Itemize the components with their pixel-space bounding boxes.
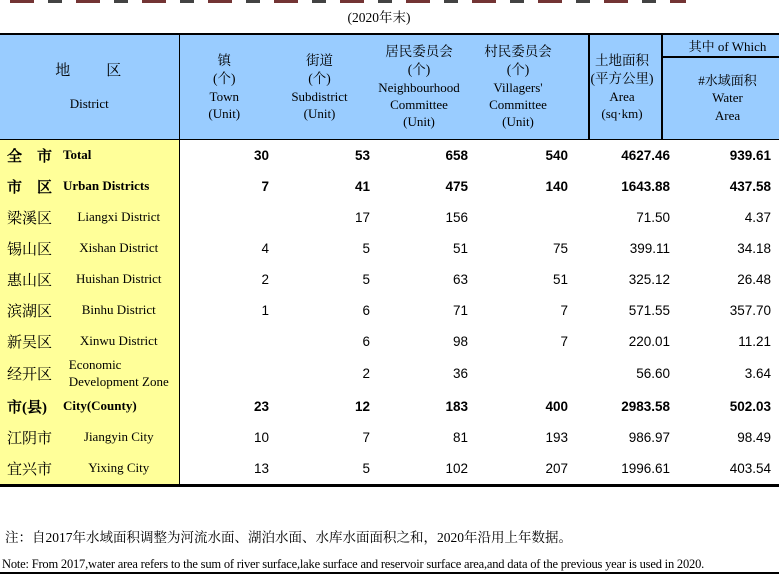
value-cell: 7 (560, 334, 568, 349)
district-name-zh: 滨湖区 (7, 304, 53, 320)
district-name-en: Huishan District (75, 271, 162, 287)
value-cell: 140 (545, 179, 568, 194)
clipped-title-fragments (10, 0, 686, 3)
value-cell: 986.97 (628, 429, 670, 445)
column-header-district (0, 34, 179, 140)
header-line: (Unit) (403, 114, 435, 130)
column-header-land-area (568, 34, 676, 140)
header-line: 镇 (217, 53, 231, 69)
value-cell (179, 357, 269, 391)
row-district-label (0, 422, 179, 453)
table-row (0, 295, 779, 326)
value-cell (468, 202, 568, 233)
value-cell: 12 (354, 398, 370, 414)
value-cell: 357.70 (729, 303, 771, 318)
note-zh: 注：自2017年水域面积调整为河流水面、湖泊水面、水库水面面积之和，2020年沿用上年数据。 (5, 530, 572, 545)
value-cell: 41 (354, 179, 370, 194)
table-row (0, 264, 779, 295)
table-row (0, 357, 779, 391)
table-body (0, 140, 779, 486)
column-header-water-area (676, 34, 779, 140)
value-cell: 939.61 (729, 148, 771, 163)
value-cell: 10 (253, 429, 269, 445)
value-cell: 53 (354, 148, 370, 163)
column-header-town (179, 34, 269, 140)
value-cell: 5 (362, 241, 370, 256)
header-line: 居民委员会 (385, 44, 453, 60)
district-name-zh: 经开区 (7, 367, 53, 384)
value-cell (179, 202, 269, 233)
value-cell: 13 (179, 453, 269, 486)
value-cell: 571.55 (628, 303, 670, 318)
value-cell: 71.50 (636, 210, 670, 225)
district-header-en: District (69, 96, 109, 112)
row-district-label (0, 357, 179, 391)
row-district-label (0, 264, 179, 295)
value-cell: 403.54 (676, 453, 779, 486)
value-cell: 30 (253, 148, 269, 163)
district-name-en: Liangxi District (77, 209, 161, 225)
header-line: Area (609, 88, 635, 104)
district-name-en: Total (63, 147, 92, 163)
value-cell: 502.03 (729, 398, 771, 414)
table-row (0, 171, 779, 202)
value-cell: 7 (261, 179, 269, 194)
row-district-label (0, 295, 179, 326)
water-area-header-zh: #水域面积 (698, 72, 757, 88)
row-district-label (0, 171, 179, 202)
header-line: (个) (506, 62, 530, 78)
value-cell: 7 (362, 429, 370, 445)
value-cell: 98 (452, 334, 468, 349)
value-cell: 51 (552, 272, 568, 287)
header-line: (Unit) (208, 105, 241, 121)
value-cell: 156 (445, 210, 468, 225)
value-cell: 437.58 (729, 179, 771, 194)
value-cell: 193 (545, 429, 568, 445)
table-row (0, 326, 779, 357)
district-name-en: Economic Development Zone (68, 357, 169, 389)
header-line: (Unit) (303, 105, 336, 121)
district-name-zh: 梁溪区 (7, 211, 53, 227)
district-name-en: Urban Districts (63, 178, 150, 194)
table-row (0, 391, 779, 422)
value-cell: 658 (445, 148, 468, 163)
bottom-rule (0, 572, 779, 574)
value-cell (179, 326, 269, 357)
header-line: 街道 (306, 53, 333, 69)
value-cell: 2 (261, 272, 269, 287)
value-cell: 11.21 (738, 334, 771, 349)
district-name-zh: 江阴市 (7, 430, 53, 447)
column-header-neighbourhood-committee (370, 34, 468, 140)
header-divider-line (588, 35, 590, 139)
header-line: (sq·km) (601, 105, 643, 121)
header-line: Villagers' Committee (489, 80, 547, 113)
value-cell (468, 357, 568, 391)
value-cell: 220.01 (628, 334, 670, 349)
header-line: (Unit) (502, 114, 534, 130)
table-row (0, 453, 779, 486)
value-cell: 34.18 (737, 241, 771, 256)
district-name-zh: 市 区 (7, 180, 53, 196)
header-line: 村民委员会 (484, 44, 552, 60)
value-cell: 207 (468, 453, 568, 486)
row-district-label (0, 233, 179, 264)
value-cell: 23 (253, 398, 269, 414)
value-cell: 4.37 (744, 210, 771, 225)
value-cell: 6 (362, 334, 370, 349)
district-name-en: Yixing City (88, 459, 150, 475)
district-name-en: City(County) (63, 397, 137, 413)
value-cell: 51 (452, 241, 468, 256)
value-cell: 2983.58 (621, 398, 670, 414)
value-cell: 102 (370, 453, 468, 486)
column-header-villagers-committee (468, 34, 568, 140)
table-subtitle: (2020年末) (347, 10, 411, 25)
value-cell: 1 (261, 303, 269, 318)
value-cell: 56.60 (636, 366, 670, 382)
header-line: (个) (213, 70, 236, 86)
value-cell: 7 (560, 303, 568, 318)
row-district-label (0, 326, 179, 357)
row-district-label (0, 202, 179, 233)
value-cell: 17 (354, 210, 370, 225)
header-divider-line (661, 35, 663, 139)
value-cell: 4 (261, 241, 269, 256)
district-name-zh: 市(县) (7, 399, 47, 416)
table-row (0, 422, 779, 453)
table-row (0, 233, 779, 264)
header-line: Subdistrict (291, 88, 348, 104)
row-district-label (0, 453, 179, 486)
district-name-zh: 宜兴市 (7, 461, 53, 478)
value-cell: 475 (445, 179, 468, 194)
header-line: 土地面积 (595, 53, 649, 69)
header-line: (个) (407, 62, 431, 78)
value-cell: 98.49 (737, 429, 771, 445)
value-cell: 81 (452, 429, 468, 445)
district-name-en: Xishan District (79, 240, 159, 256)
of-which-label: 其中 of Which (688, 39, 767, 54)
value-cell: 36 (452, 366, 468, 382)
header-line: (平方公里) (590, 70, 654, 86)
value-cell: 75 (552, 241, 568, 256)
value-cell: 26.48 (737, 272, 771, 287)
district-name-en: Jiangyin City (83, 428, 154, 444)
water-area-header-en: Water Area (712, 90, 743, 123)
header-line: Neighbourhood Committee (378, 80, 460, 113)
value-cell: 5 (362, 272, 370, 287)
district-name-zh: 惠山区 (7, 273, 53, 289)
note-en: Note: From 2017,water area refers to the sum of river surface,lake surface and reservoir surface area,and data of the previous year is used in 2020. (2, 557, 705, 571)
value-cell: 399.11 (629, 241, 670, 256)
district-header-zh: 地 区 (55, 62, 124, 79)
value-cell: 5 (269, 453, 370, 486)
district-name-zh: 新吴区 (7, 335, 53, 351)
district-name-zh: 锡山区 (7, 242, 53, 258)
value-cell: 6 (362, 303, 370, 318)
value-cell: 3.64 (744, 366, 771, 382)
value-cell: 540 (545, 148, 568, 163)
value-cell: 2 (362, 366, 370, 382)
value-cell: 1996.61 (568, 453, 676, 486)
column-header-subdistrict (269, 34, 370, 140)
district-name-en: Xinwu District (79, 333, 158, 349)
district-name-zh: 全 市 (7, 149, 53, 165)
value-cell: 400 (545, 398, 568, 414)
table-row (0, 202, 779, 233)
of-which-underline (661, 56, 779, 58)
value-cell: 183 (445, 398, 468, 414)
value-cell: 71 (452, 303, 468, 318)
header-line: Town (209, 88, 239, 104)
value-cell: 1643.88 (621, 179, 670, 194)
value-cell: 325.12 (628, 272, 670, 287)
value-cell: 4627.46 (621, 148, 670, 163)
row-district-label (0, 391, 179, 422)
district-name-en: Binhu District (81, 302, 156, 318)
table-row (0, 140, 779, 172)
row-district-label (0, 140, 179, 172)
value-cell: 63 (452, 272, 468, 287)
header-line: (个) (308, 70, 331, 86)
